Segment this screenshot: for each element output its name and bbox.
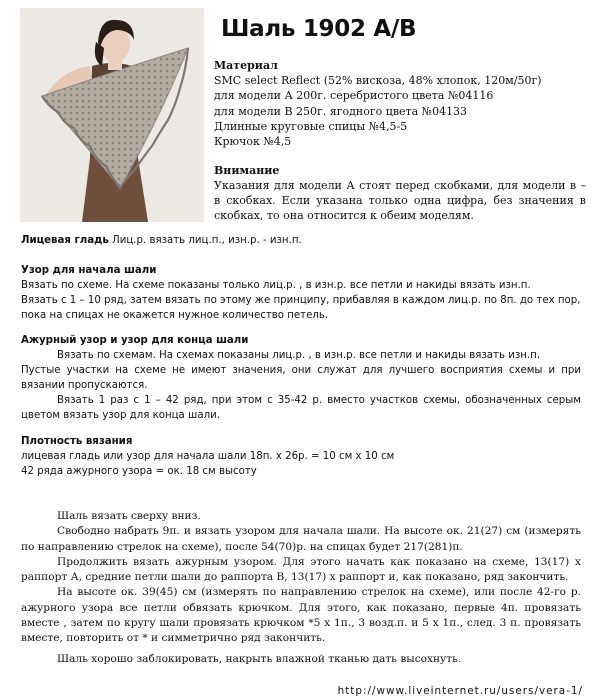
material-line: для модели В 250г. ягодного цвета №04133: [214, 104, 468, 118]
material-line: для модели А 200г. серебристого цвета №04116: [214, 89, 494, 103]
stockinette-text: Лиц.р. вязать лиц.п., изн.р. - изн.п.: [108, 235, 302, 246]
source-watermark: http://www.liveinternet.ru/users/vera-1/: [337, 685, 583, 697]
material-line: SMC select Reflect (52% вискоза, 48% хлопок, 120м/50г): [214, 74, 542, 88]
gauge-heading: Плотность вязания: [21, 436, 133, 447]
instruction-paragraph: Продолжить вязать ажурным узором. Для этого начать как показано на схеме, 13(17) х раппорт А, средние петли шали до раппорта В, 13(17) х раппорт и, как показано, ряд закончить.: [21, 555, 581, 584]
start-pattern-heading: Узор для начала шали: [21, 265, 157, 276]
attention-text: Указания для модели А стоят перед скобками, для модели в – в скобках. Если указана только одна цифра, без значения в скобках, то она относится к обеим моделям.: [214, 179, 586, 222]
lace-pattern-p1: Вязать по схемам. На схемах показаны лиц.р. , в изн.р. все петли и накиды вязать изн.п.: [57, 350, 541, 361]
stockinette-section: [21, 233, 581, 248]
shawl-photo: [20, 8, 204, 222]
material-line: Длинные круговые спицы №4,5-5: [214, 119, 408, 133]
lace-pattern-heading: Ажурный узор и узор для конца шали: [21, 335, 249, 346]
material-line: Крючок №4,5: [214, 135, 292, 149]
page-title: Шаль 1902 A/B: [221, 16, 417, 42]
gauge-line: 42 ряда ажурного узора = ок. 18 см высоту: [21, 466, 257, 477]
start-pattern-section: [21, 263, 581, 323]
lace-pattern-section: [21, 333, 581, 423]
instructions-section: [21, 509, 581, 667]
lace-pattern-p3: Вязать 1 раз с 1 – 42 ряд, при этом с 35-42 р. вместо участков схемы, обозначенных серым цветом вязать узор для конца шали.: [21, 395, 581, 421]
start-pattern-line: Вязать с 1 – 10 ряд, затем вязать по этому же принципу, прибавляя в каждом лиц.р. по 8п. до тех пор, пока на спицах не окажется нужное количество петель.: [21, 295, 581, 321]
instruction-paragraph: На высоте ок. 39(45) см (измерять по направлению стрелок на схеме), или после 42-го р. ажурного узора все петли обвязать крючком. Для этого, как показано, первые 4п. провязать вместе , затем по кругу шали провязать крючком *5 х 1п., 3 возд.п. и 5 х 1п., след. 3 п. провязать вместе, повторить от * и симметрично ряд закончить.: [21, 586, 581, 645]
attention-heading: Внимание: [214, 164, 280, 177]
material-section: [214, 58, 584, 149]
gauge-section: [21, 434, 581, 479]
stockinette-label: Лицевая гладь: [21, 235, 109, 246]
gauge-line: лицевая гладь или узор для начала шали 18п. х 26р. = 10 см х 10 см: [21, 451, 395, 462]
lace-pattern-p2: Пустые участки на схеме не имеют значения, они служат для лучшего восприятия схемы и при вязании пропускаются.: [21, 365, 581, 391]
instruction-paragraph: Шаль вязать сверху вниз.: [57, 510, 201, 522]
shawl-model-illustration: [20, 8, 204, 222]
material-heading: Материал: [214, 59, 278, 72]
instruction-paragraph: Шаль хорошо заблокировать, накрыть влажной тканью дать высохнуть.: [57, 652, 462, 665]
instruction-paragraph: Свободно набрать 9п. и вязать узором для начала шали. На высоте ок. 21(27) см (измерять по направлению стрелок на схеме), после 54(70)р. на спицах будет 217(281)п.: [21, 525, 581, 553]
attention-section: [214, 163, 586, 223]
start-pattern-line: Вязать по схеме. На схеме показаны только лиц.р. , в изн.р. все петли и накиды вязать изн.п.: [21, 280, 531, 291]
